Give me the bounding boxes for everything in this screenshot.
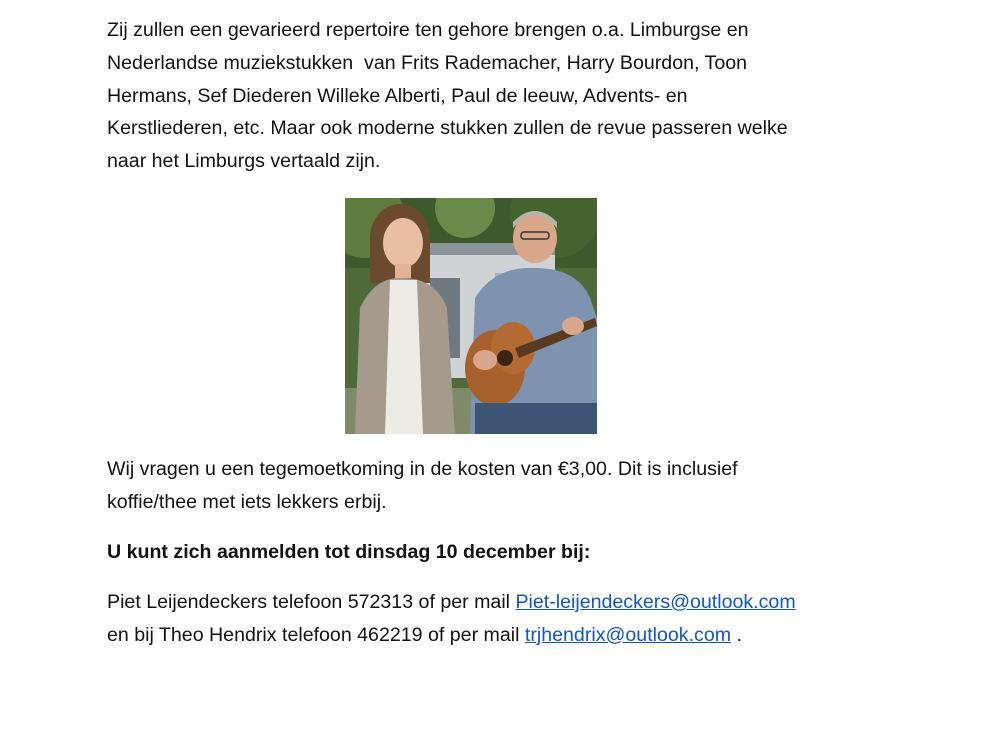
cost-line: Wij vragen u een tegemoetkoming in de kosten van €3,00. Dit is inclusief — [107, 458, 738, 480]
contact-text: Piet Leijendeckers telefoon 572313 of per mail — [107, 591, 516, 613]
intro-paragraph — [107, 14, 887, 178]
contact-line-piet — [107, 586, 887, 619]
intro-line: Nederlandse muziekstukken van Frits Rademacher, Harry Bourdon, Toon — [107, 51, 748, 74]
intro-line: naar het Limburgs vertaald zijn. — [107, 150, 381, 173]
email-link-theo[interactable]: trjhendrix@outlook.com — [524, 623, 732, 646]
contact-text: en bij Theo Hendrix telefoon 462219 of per mail — [107, 623, 525, 646]
duo-photo-illustration — [345, 198, 597, 434]
contact-suffix: . — [731, 623, 742, 646]
email-link-piet[interactable]: Piet-leijendeckers@outlook.com — [515, 591, 796, 613]
cost-paragraph — [107, 453, 887, 519]
cost-line: koffie/thee met iets lekkers erbij. — [107, 490, 387, 513]
contact-paragraph — [107, 586, 887, 652]
duo-photo — [345, 198, 597, 434]
intro-line: Kerstliederen, etc. Maar ook moderne stukken zullen de revue passeren welke — [107, 117, 788, 140]
intro-line: Hermans, Sef Diederen Willeke Alberti, Paul de leeuw, Advents- en — [107, 84, 688, 107]
contact-line-theo — [107, 619, 887, 652]
intro-line: Zij zullen een gevarieerd repertoire ten gehore brengen o.a. Limburgse en — [107, 19, 749, 41]
signup-heading: U kunt zich aanmelden tot dinsdag 10 december bij: — [107, 541, 591, 563]
